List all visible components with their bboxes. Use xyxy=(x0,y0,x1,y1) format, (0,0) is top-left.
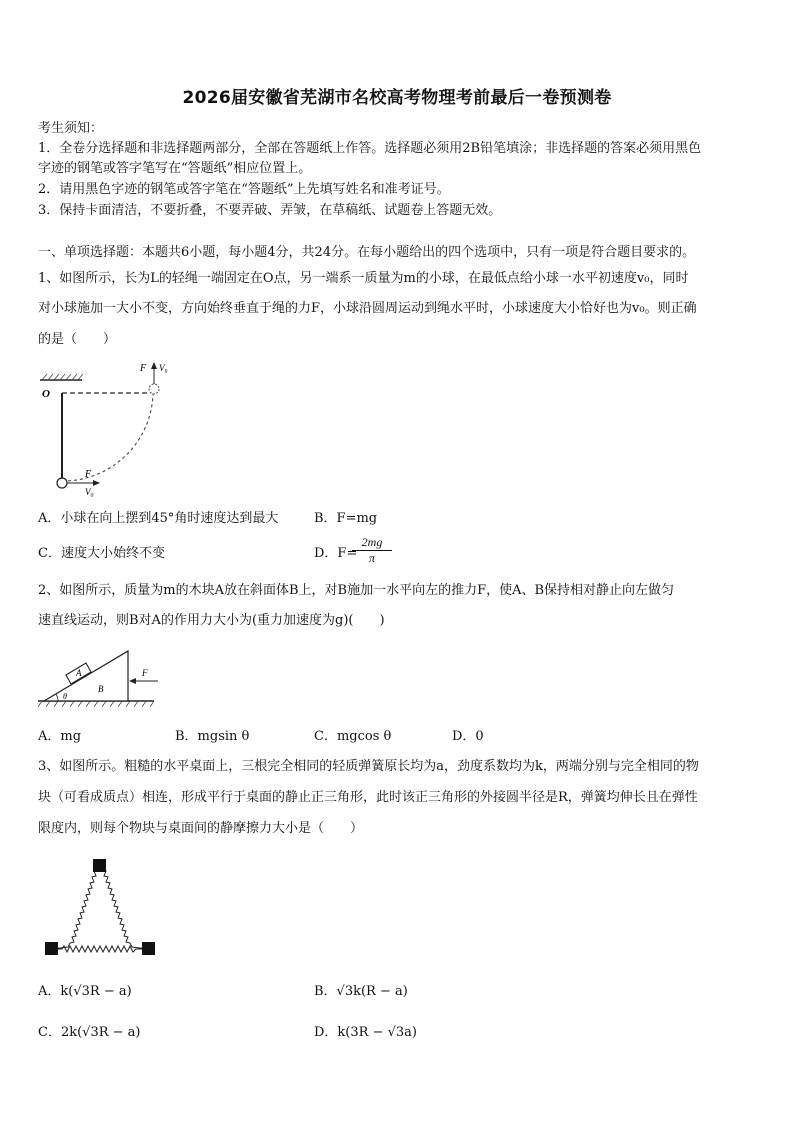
notice-line: 1．全卷分选择题和非选择题两部分，全部在答题纸上作答。选择题必须用2B铅笔填涂；非选择题的答案必须用黑色 xyxy=(38,141,702,156)
q3-stem-line: 3、如图所示。粗糙的水平桌面上，三根完全相同的轻质弹簧原长均为a，劲度系数均为k，两端分别与完全相同的物 xyxy=(38,759,699,774)
q2-fig-label-A: A xyxy=(76,668,82,678)
q1-option-d-prefix: D．F= xyxy=(314,546,358,561)
q2-stem-line: 2、如图所示，质量为m的木块A放在斜面体B上，对B施加一水平向左的推力F，使A、B保持相对静止向左做匀 xyxy=(38,583,675,598)
q3-option-c[interactable]: C．2k(√3R − a) xyxy=(38,1025,141,1040)
q1-option-a[interactable]: A．小球在向上摆到45°角时速度达到最大 xyxy=(38,511,279,526)
q1-stem-line: 1、如图所示，长为L的轻绳一端固定在O点，另一端系一质量为m的小球，在最低点给小球一水平初速度v₀，同时 xyxy=(38,271,689,286)
q2-option-b[interactable]: B．mgsin θ xyxy=(175,729,250,744)
page-title: 2026届安徽省芜湖市名校高考物理考前最后一卷预测卷 xyxy=(182,88,612,108)
notice-line: 字迹的钢笔或答字笔写在“答题纸”相应位置上。 xyxy=(38,161,312,176)
q3-stem-line: 块（可看成质点）相连，形成平行于桌面的静止正三角形，此时该正三角形的外接圆半径是R，弹簧均伸长且在弹性 xyxy=(38,790,698,805)
q2-fig-label-F: F xyxy=(142,668,148,678)
q2-stem-line: 速直线运动，则B对A的作用力大小为(重力加速度为g)( ) xyxy=(38,613,385,628)
notice-heading: 考生须知： xyxy=(38,121,104,136)
notice-line: 2．请用黑色字迹的钢笔或答字笔在“答题纸”上先填写姓名和准考证号。 xyxy=(38,182,450,197)
q3-option-b[interactable]: B．√3k(R − a) xyxy=(314,984,408,999)
q3-option-d[interactable]: D．k(3R − √3a) xyxy=(314,1025,417,1040)
q1-fig-label-F-bottom: F xyxy=(85,469,92,480)
q1-fig-label-v-bottom: V₀ xyxy=(85,487,94,497)
q2-option-c[interactable]: C．mgcos θ xyxy=(314,729,392,744)
section-heading: 一、单项选择题：本题共6小题，每小题4分，共24分。在每小题给出的四个选项中，只有一项是符合题目要求的。 xyxy=(38,245,696,260)
q1-fig-label-v-top: V₀ xyxy=(159,363,168,373)
fraction-denominator: π xyxy=(368,551,375,565)
q2-fig-label-B: B xyxy=(98,684,104,694)
q1-pendulum-figure xyxy=(36,360,186,500)
q1-stem-line: 的是（ ） xyxy=(38,332,117,347)
q1-fig-label-O: O xyxy=(42,388,50,400)
q1-option-c[interactable]: C．速度大小始终不变 xyxy=(38,546,165,561)
q1-stem-line: 对小球施加一大小不变，方向始终垂直于绳的力F，小球沿圆周运动到绳水平时，小球速度大小恰好也为v₀。则正确 xyxy=(38,301,697,316)
q2-option-d[interactable]: D．0 xyxy=(452,729,484,744)
q2-incline-figure xyxy=(36,645,166,713)
q1-fig-label-F-top: F xyxy=(140,363,147,374)
fraction-numerator: 2mg xyxy=(352,535,392,551)
q3-option-a[interactable]: A．k(√3R − a) xyxy=(38,984,132,999)
q2-fig-label-theta: θ xyxy=(63,692,67,701)
q3-stem-line: 限度内，则每个物块与桌面间的静摩擦力大小是（ ） xyxy=(38,821,364,836)
q1-option-d-fraction xyxy=(352,535,392,566)
notice-line: 3．保持卡面清洁，不要折叠，不要弄破、弄皱，在草稿纸、试题卷上答题无效。 xyxy=(38,203,502,218)
q1-option-b[interactable]: B．F=mg xyxy=(314,511,378,526)
q1-option-d[interactable] xyxy=(314,545,357,563)
q2-option-a[interactable]: A．mg xyxy=(38,729,82,744)
q3-spring-triangle-figure xyxy=(40,852,162,960)
